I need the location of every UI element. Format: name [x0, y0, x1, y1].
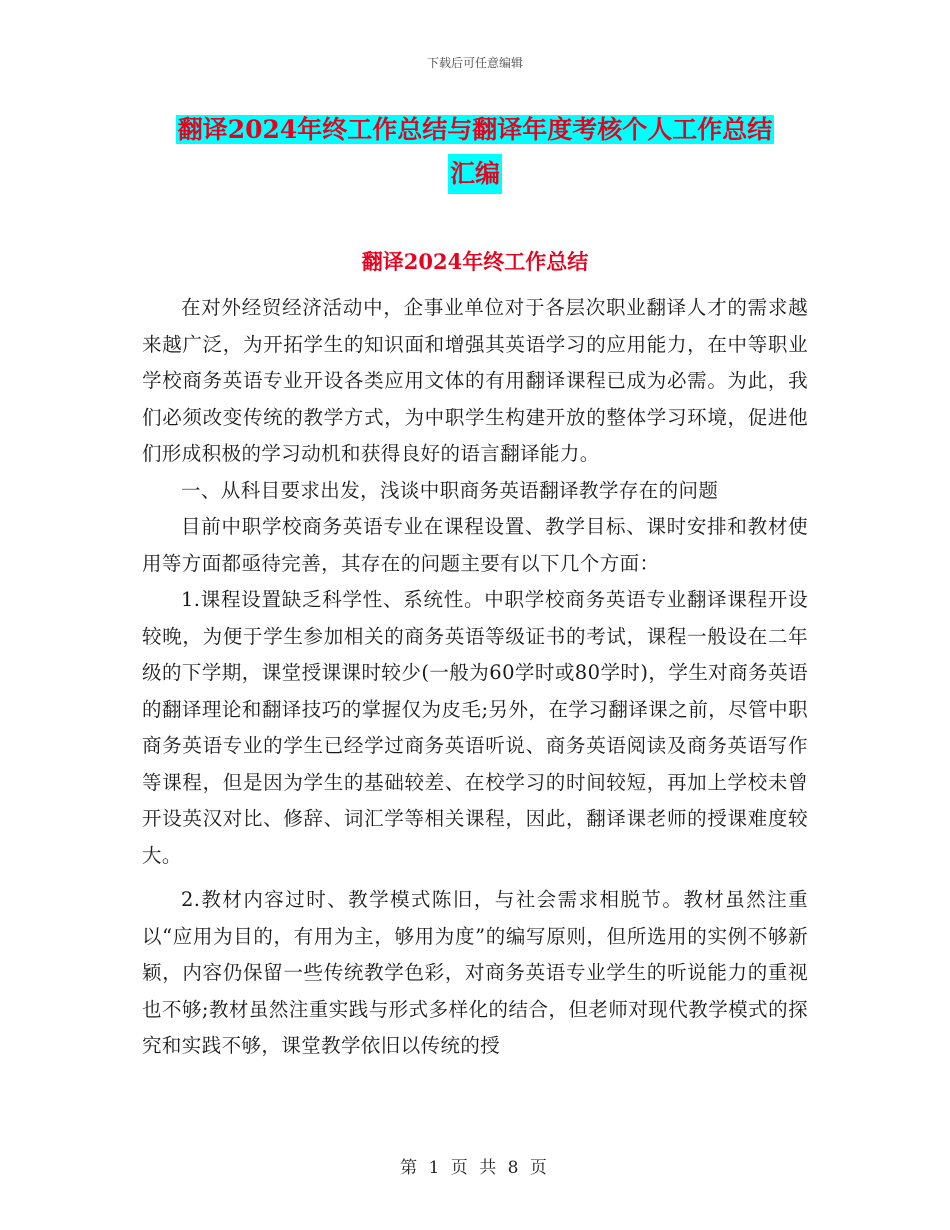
section-title: 翻译2024年终工作总结 — [361, 249, 589, 274]
title-line-1: 翻译2024年终工作总结与翻译年度考核个人工作总结 — [177, 115, 773, 144]
page-footer: 第 1 页 共 8 页 — [400, 1158, 550, 1178]
paragraph: 一、从科目要求出发，浅谈中职商务英语翻译教学存在的问题 — [181, 478, 719, 502]
document-title — [0, 110, 950, 194]
header-note: 下载后可任意编辑 — [426, 56, 523, 70]
paragraph: 目前中职学校商务英语专业在课程设置、教学目标、课时安排和教材使用等方面都亟待完善，其存在的问题主要有以下几个方面： — [142, 515, 808, 575]
title-line-2: 汇编 — [448, 154, 502, 194]
paragraph: 1.课程设置缺乏科学性、系统性。中职学校商务英语专业翻译课程开设较晚，为便于学生参加相关的商务英语等级证书的考试，课程一般设在二年级的下学期，课堂授课课时较少(一般为60学时或80学时)，学生对商务英语的翻译理论和翻译技巧的掌握仅为皮毛;另外，在学习翻译课之前，尽管中职商务英语专业的学生已经学过商务英语听说、商务英语阅读及商务英语写作等课程，但是因为学生的基础较差、在校学习的时间较短，再加上学校未曾开设英汉对比、修辞、词汇学等相关课程，因此，翻译课老师的授课难度较大。 — [142, 588, 808, 867]
document-body — [142, 290, 808, 1065]
paragraph: 2.教材内容过时、教学模式陈旧，与社会需求相脱节。教材虽然注重以“应用为目的，有用为主，够用为度”的编写原则，但所选用的实例不够新颖，内容仍保留一些传统教学色彩，对商务英语专业学生的听说能力的重视也不够;教材虽然注重实践与形式多样化的结合，但老师对现代教学模式的探究和实践不够，课堂教学依旧以传统的授 — [142, 888, 808, 1057]
paragraph: 在对外经贸经济活动中，企事业单位对于各层次职业翻译人才的需求越来越广泛，为开拓学生的知识面和增强其英语学习的应用能力，在中等职业学校商务英语专业开设各类应用文体的有用翻译课程已成为必需。为此，我们必须改变传统的教学方式，为中职学生构建开放的整体学习环境，促进他们形成积极的学习动机和获得良好的语言翻译能力。 — [142, 296, 808, 465]
